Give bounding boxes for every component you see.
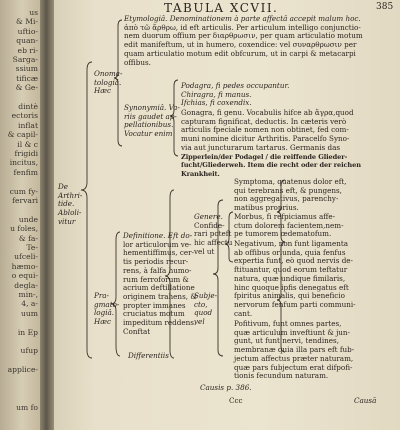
prev-page-fragment: ufup: [20, 346, 38, 356]
negativum-text: Negativum, non funt ligamenta ab offibus orlunda, quia fenfus expertia funt, eò quod nervis de- ftituantur, quod eorum teftatur natura, quæ undique fimilaris, hinc quoque ipfis denegatus eft fpiritus animalis, qui beneficio nervorum fenfum parti communi- cant.: [234, 239, 356, 318]
prev-page-fragment: incitus,: [9, 158, 38, 168]
prev-page-fragment: tificæ: [16, 73, 38, 83]
prev-page-fragment: fervari: [12, 196, 38, 205]
symptoma-text: Symptoma, quatenus dolor eft, qui terebrans eft, & pungens, non aggregativus, parenchy- matibus proprius.: [234, 177, 347, 213]
synonymia-text: Synonymiâ. Va- riis gaudet ap- pellationibus. Vocatur enim: [124, 103, 180, 139]
prev-page-fragment: ectoris: [11, 111, 38, 121]
root-brace: [81, 62, 92, 358]
prev-page-fragment: inflat: [18, 120, 38, 130]
prev-page-fragment: cum fy-: [9, 186, 38, 196]
definitio-text: Definitione. Eft do- lor articulorum ve- hementiffimus, cer- tis periodis recur- rens, à falfa humo- rum ferroforum & acrium deftillatione originem trahens, & propter immanes cruciatus motum impeditum reddens. Conftat: [123, 231, 197, 336]
prev-page-fragment: Te-: [26, 243, 38, 252]
prev-page-fragment: & capil-: [7, 130, 38, 140]
prev-page-fragment: 4, a-: [21, 299, 38, 309]
pragmatologia-label: Pra- gmato- logiâ. Hæc: [94, 291, 120, 327]
prev-page-fragment: uftio-: [17, 26, 38, 36]
prev-page-fragment: min-,: [18, 290, 38, 299]
prev-page-fragment: in Ep: [17, 327, 38, 337]
prev-page-fragment: us: [29, 8, 38, 17]
prev-page-fragment: Sarga-: [12, 55, 38, 64]
prev-page-fragment: o equi-: [11, 271, 38, 281]
prev-page-fragment: fenfim: [13, 167, 38, 177]
etymologia-text: Etymologiâ. Denominationem à parte affectâ accepit malum hoc. ἀπὸ τῶ ἄρθρω, id eft articulis. Per articulum intelligo conjunctio- nem duorum offium per διαρθρωσιν, per quam articulatio motum edit manifeftum, ut in humero, coxendice: vel συναρθρωσιν per quam articulatio motum edit obfcurum, ut in carpi & metacarpi offibus.: [124, 14, 363, 67]
onomatologia-label: Onoma- tologiâ. Hæc: [94, 69, 123, 96]
catchword: Causā: [354, 396, 377, 405]
prev-page-fragment: & fa-: [18, 233, 38, 243]
gonagra-text: Gonagra, fi genu. Vocabulis hifce ab ἄγρα,quod capturam fignificat, deductis. In cæteris verò articulis fpeciale nomen non obtinet, fed com- muni nomine dicitur Arthritis. Paracelfo Syno- via aut juncturarum tartarus. Germanis das Zipperlein/der Podagel / die reiffende Glieder- ſucht/Gliederweh. Item die recht oder der reichen Krankheit.: [181, 108, 361, 178]
prev-page-fragment: unde: [18, 214, 38, 224]
prev-page-fragment: il & c: [17, 139, 38, 149]
body-parts-list: Podagra, fi pedes occupantur. Chiragra, fi manus. Ifchias, fi coxendix.: [181, 81, 290, 108]
differentiis-label: Differentiis: [128, 351, 169, 360]
morbus-text: Morbus, fi refpiciamus affe- ctum dolorem facientem,nem- pe tumorem œdematofum.: [234, 212, 344, 239]
prev-page-fragment: degla-: [14, 280, 38, 290]
prev-page-fragment: eb ri-: [17, 45, 38, 55]
prev-page-fragment: uum: [21, 308, 38, 318]
page-number: 385: [376, 2, 394, 12]
prev-page-fragment: hæmo-: [11, 261, 38, 271]
prev-page-fragment: frigidi: [14, 149, 38, 158]
prev-page-fragment: & Mi-: [16, 17, 38, 27]
prev-page-fragment: ufceli-: [14, 252, 38, 262]
positivum-text: Pofitivum, funt omnes partes, quæ articulum inveftiunt & jun- gunt, ut funt nervi, tendines, membranæ quia illa pars eft fub- jectum affectus præter naturam, quæ pars fubjectum erat difpofi- tionis fecundum naturam.: [234, 319, 355, 381]
signature-mark: Ccc: [229, 396, 243, 405]
book-page: [54, 0, 400, 430]
prev-page-fragment: & Ge-: [15, 83, 38, 93]
prev-page-fragment: um fo: [16, 402, 38, 412]
root-label: De Arthri- tide. Abloli- vitur: [58, 182, 83, 226]
genere-label: Genere. Confide- rari poteft hic affectu vel ut: [194, 212, 233, 256]
book-gutter: [40, 0, 54, 430]
subjecto-label: Subje- cto, quod vel: [194, 291, 218, 327]
running-title: TABULA XCVII.: [164, 1, 279, 15]
prev-page-fragment: applice-: [7, 365, 38, 375]
causis-label: Causis p. 386.: [200, 383, 252, 392]
prev-page-fragment: quan-: [16, 36, 38, 46]
prev-page-fragment: u foles,: [10, 224, 38, 234]
prev-page-fragment: ssium: [15, 64, 38, 74]
previous-page-edge: [0, 0, 40, 430]
prev-page-fragment: dintè: [18, 102, 38, 111]
